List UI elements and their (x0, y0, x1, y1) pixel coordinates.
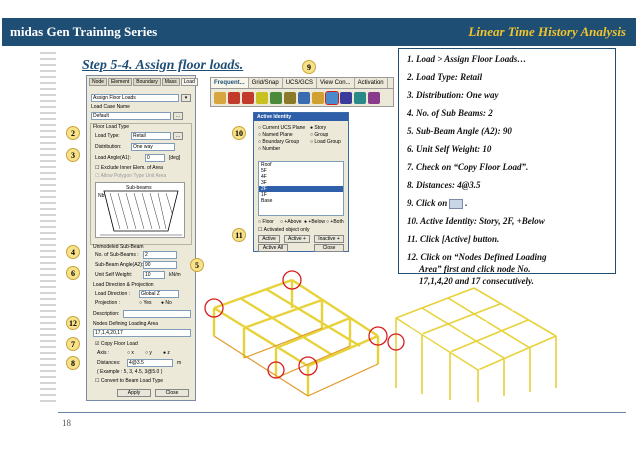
load-direction-label: Load Direction : (95, 291, 131, 297)
example-text: ( Example : 5, 3, 4.5, 3@5.0 ) (97, 369, 163, 375)
option-load-group[interactable]: ○ Load Group (310, 139, 341, 145)
activated-only-checkbox[interactable]: ☐ Activated object only (258, 227, 310, 233)
story-item[interactable]: Roof (261, 162, 272, 168)
unit-weight-unit: kN/m (169, 272, 181, 278)
instruction-11: 11. Click [Active] button. (407, 234, 500, 244)
load-direction-group-label: Load Direction & Projection (93, 282, 154, 288)
toolbar-icon-row (211, 89, 393, 107)
option-current-ucs-label: Current UCS Plane (262, 125, 306, 131)
projection-yes-radio[interactable]: ○ Yes (139, 300, 152, 306)
projection-no-radio[interactable]: ● No (161, 300, 172, 306)
instruction-2: 2. Load Type: Retail (407, 72, 483, 82)
allow-polygon-checkbox[interactable]: ☐ Allow Polygon Type Unit Area (95, 173, 167, 179)
dialog-tabs (87, 76, 195, 86)
tab-load[interactable]: Load (181, 78, 198, 86)
option-current-ucs[interactable]: ○ Current UCS Plane (258, 125, 306, 131)
instruction-12-line1: 12. Click on “Nodes Defined Loading (407, 252, 547, 262)
instruction-6: 6. Unit Self Weight: 10 (407, 144, 492, 154)
load-angle-input[interactable]: 0 (145, 154, 165, 162)
instruction-10: 10. Active Identity: Story, 2F, +Below (407, 216, 545, 226)
distances-label: Distances: (97, 360, 121, 366)
load-case-more-button[interactable]: … (173, 112, 183, 120)
load-case-label: Load Case Name (91, 104, 130, 110)
load-type-more-button[interactable]: … (173, 132, 183, 140)
tab-node[interactable]: Node (89, 78, 107, 86)
instruction-3: 3. Distribution: One way (407, 90, 499, 100)
description-input[interactable] (123, 310, 191, 318)
instruction-4: 4. No. of Sub Beams: 2 (407, 108, 493, 118)
instruction-5: 5. Sub-Beam Angle (A2): 90 (407, 126, 512, 136)
distribution-label: Distribution: (95, 144, 122, 150)
instruction-1: 1. Load > Assign Floor Loads… (407, 54, 527, 64)
projection-label: Projection : (95, 300, 121, 306)
load-case-select[interactable]: Default (91, 112, 171, 120)
option-both-label: +Both (330, 219, 344, 225)
callout-10: 10 (232, 126, 246, 140)
toolbar-tool-icon[interactable] (270, 92, 282, 104)
load-type-label: Load Type: (95, 133, 120, 139)
description-label: Description: (93, 311, 120, 317)
option-number[interactable]: ○ Number (258, 146, 281, 152)
instruction-7: 7. Check on “Copy Floor Load”. (407, 162, 529, 172)
footer-divider (58, 412, 626, 413)
active-identity-icon (449, 199, 463, 209)
tab-boundary[interactable]: Boundary (133, 78, 160, 86)
callout-2: 2 (66, 126, 80, 140)
structure-frame-views (200, 270, 610, 404)
tab-view-control[interactable]: View Con... (317, 78, 355, 88)
axis-label: Axis : (97, 350, 110, 356)
toolbar-tool-icon[interactable] (256, 92, 268, 104)
topic-title: Linear Time History Analysis (468, 24, 626, 39)
main-toolbar (210, 77, 394, 107)
story-item[interactable]: 4F (261, 174, 267, 180)
option-story[interactable]: ● Story (310, 125, 327, 131)
load-angle-unit: [deg] (169, 155, 181, 161)
option-boundary-group[interactable]: ○ Boundary Group (258, 139, 300, 145)
sub-beam-sketch (95, 182, 185, 238)
callout-6: 6 (66, 266, 80, 280)
active-identity-button-icon[interactable] (326, 92, 338, 104)
toolbar-tool-icon[interactable] (312, 92, 324, 104)
active-plus-button[interactable]: Active + (284, 235, 310, 243)
toolbar-tool-icon[interactable] (340, 92, 352, 104)
toolbar-tool-icon[interactable] (242, 92, 254, 104)
axis-x-label: x (131, 350, 134, 356)
exclude-label: Exclude Inner Elem. of Area (100, 165, 163, 171)
option-floor[interactable]: ○ Floor (258, 219, 274, 225)
unit-weight-input[interactable]: 10 (143, 271, 165, 279)
left-frame-lower (214, 328, 378, 396)
option-story-label: Story (314, 125, 327, 131)
unmodeled-label: Unmodeled Sub-Beam (93, 244, 144, 250)
story-list[interactable] (258, 161, 344, 216)
callout-12: 12 (66, 316, 80, 330)
axis-x-radio[interactable]: ○ x (127, 350, 134, 356)
sub-beams-label: No. of Sub-Beams : (95, 252, 139, 258)
unit-weight-label: Unit Self Weight: (95, 272, 133, 278)
toolbar-tabs (211, 78, 393, 89)
instruction-9: 9. Click on . (407, 198, 468, 208)
convert-label: Convert to Beam Load Type (100, 378, 164, 384)
sub-beam-angle-input[interactable]: 90 (143, 261, 177, 269)
callout-11: 11 (232, 228, 246, 242)
copy-floor-load-label: Copy Floor Load (100, 341, 138, 347)
story-item[interactable]: 5F (261, 168, 267, 174)
command-dropdown-button[interactable]: ▾ (181, 94, 191, 102)
close-button[interactable]: Close (155, 389, 189, 397)
convert-checkbox[interactable]: ☐ Convert to Beam Load Type (95, 378, 164, 384)
option-both[interactable]: ○ +Both (326, 219, 344, 225)
toolbar-tool-icon[interactable] (228, 92, 240, 104)
toolbar-tool-icon[interactable] (284, 92, 296, 104)
right-frame (396, 288, 556, 402)
callout-5: 5 (190, 258, 204, 272)
option-number-label: Number (262, 146, 281, 152)
exclude-checkbox[interactable]: ☐ Exclude Inner Elem. of Area (95, 165, 163, 171)
right-frame-slab-lines (410, 310, 514, 376)
toolbar-tool-icon[interactable] (354, 92, 366, 104)
load-type-select[interactable]: Retail (131, 132, 171, 140)
instruction-8: 8. Distances: 4@3.5 (407, 180, 481, 190)
option-above-label: +Above (284, 219, 302, 225)
decorative-stripes (40, 52, 56, 402)
inactive-plus-button[interactable]: Inactive + (314, 235, 344, 243)
apply-button[interactable]: Apply (117, 389, 151, 397)
toolbar-tool-icon[interactable] (214, 92, 226, 104)
axis-z-label: z (167, 350, 170, 356)
page-number: 18 (62, 418, 71, 428)
callout-9: 9 (302, 60, 316, 74)
projection-no-label: No (165, 300, 172, 306)
nodes-area-input[interactable]: 17,1,4,20,17 (93, 329, 191, 337)
series-title: midas Gen Training Series (10, 24, 158, 39)
option-floor-label: Floor (262, 219, 274, 225)
axis-z-radio[interactable]: ● z (163, 350, 170, 356)
tab-grid-snap[interactable]: Grid/Snap (249, 78, 283, 88)
option-above[interactable]: ○ +Above (280, 219, 302, 225)
sub-beam-diagram-icon (96, 183, 186, 239)
tab-element[interactable]: Element (108, 78, 132, 86)
tab-frequent[interactable]: Frequent... (211, 78, 249, 88)
active-identity-title: Active Identity (254, 113, 348, 121)
instruction-12-line3: 17,1,4,20 and 17 consecutively. (419, 276, 534, 286)
callout-8: 8 (66, 356, 80, 370)
projection-yes-label: Yes (143, 300, 152, 306)
axis-y-radio[interactable]: ○ y (145, 350, 152, 356)
copy-floor-load-checkbox[interactable]: ☑ Copy Floor Load (95, 341, 138, 347)
load-angle-label: Load Angle(A1): (95, 155, 131, 161)
option-boundary-group-label: Boundary Group (262, 139, 300, 145)
story-item[interactable]: 1F (261, 192, 267, 198)
toolbar-tool-icon[interactable] (298, 92, 310, 104)
option-load-group-label: Load Group (314, 139, 341, 145)
option-group-label: Group (314, 132, 329, 138)
instruction-9-text: 9. Click on (407, 198, 448, 208)
tab-mass[interactable]: Mass (162, 78, 180, 86)
active-button[interactable]: Active (258, 235, 280, 243)
story-item[interactable]: 3F (261, 180, 267, 186)
assign-floor-loads-dialog (86, 75, 196, 401)
sub-beams-input[interactable]: 2 (143, 251, 177, 259)
tab-activation[interactable]: Activation (355, 78, 388, 88)
allow-polygon-label: Allow Polygon Type Unit Area (100, 173, 167, 179)
floor-load-type-label: Floor Load Type (93, 124, 130, 130)
active-identity-close-button[interactable]: Close (314, 244, 344, 252)
option-below-label: +Below (308, 219, 325, 225)
callout-4: 4 (66, 245, 80, 259)
option-named-plane-label: Named Plane (262, 132, 293, 138)
option-named-plane[interactable]: ○ Named Plane (258, 132, 293, 138)
nodes-area-label: Nodes Defining Loading Area (93, 321, 159, 327)
story-item[interactable]: Base (261, 198, 273, 204)
instruction-12-line2: Area” first and click node No. (419, 264, 531, 274)
tab-ucs-gcs[interactable]: UCS/GCS (283, 78, 317, 88)
distances-unit: m (177, 360, 182, 366)
instructions-box (398, 48, 616, 286)
toolbar-tool-icon[interactable] (368, 92, 380, 104)
sub-beam-angle-label: Sub-Beam Angle(A2): (95, 262, 144, 268)
distribution-select[interactable]: One way (131, 143, 175, 151)
active-all-button[interactable]: Active All (258, 244, 288, 252)
step-title: Step 5-4. Assign floor loads. (82, 58, 244, 73)
callout-7: 7 (66, 337, 80, 351)
active-identity-dialog (253, 112, 349, 252)
activated-only-label: Activated object only (263, 227, 310, 233)
distances-input[interactable]: 4@3.5 (127, 359, 173, 367)
option-below[interactable]: ● +Below (304, 219, 325, 225)
command-select[interactable]: Assign Floor Loads (91, 94, 179, 102)
load-direction-select[interactable]: Global Z (139, 290, 179, 298)
sketch-nb-text: Nb (98, 193, 105, 199)
callout-3: 3 (66, 148, 80, 162)
option-group[interactable]: ○ Group (310, 132, 329, 138)
sketch-sub-beams-text: Sub-beams (126, 185, 152, 191)
story-item[interactable]: 2F (259, 186, 343, 192)
axis-y-label: y (149, 350, 152, 356)
header-banner (2, 18, 636, 46)
